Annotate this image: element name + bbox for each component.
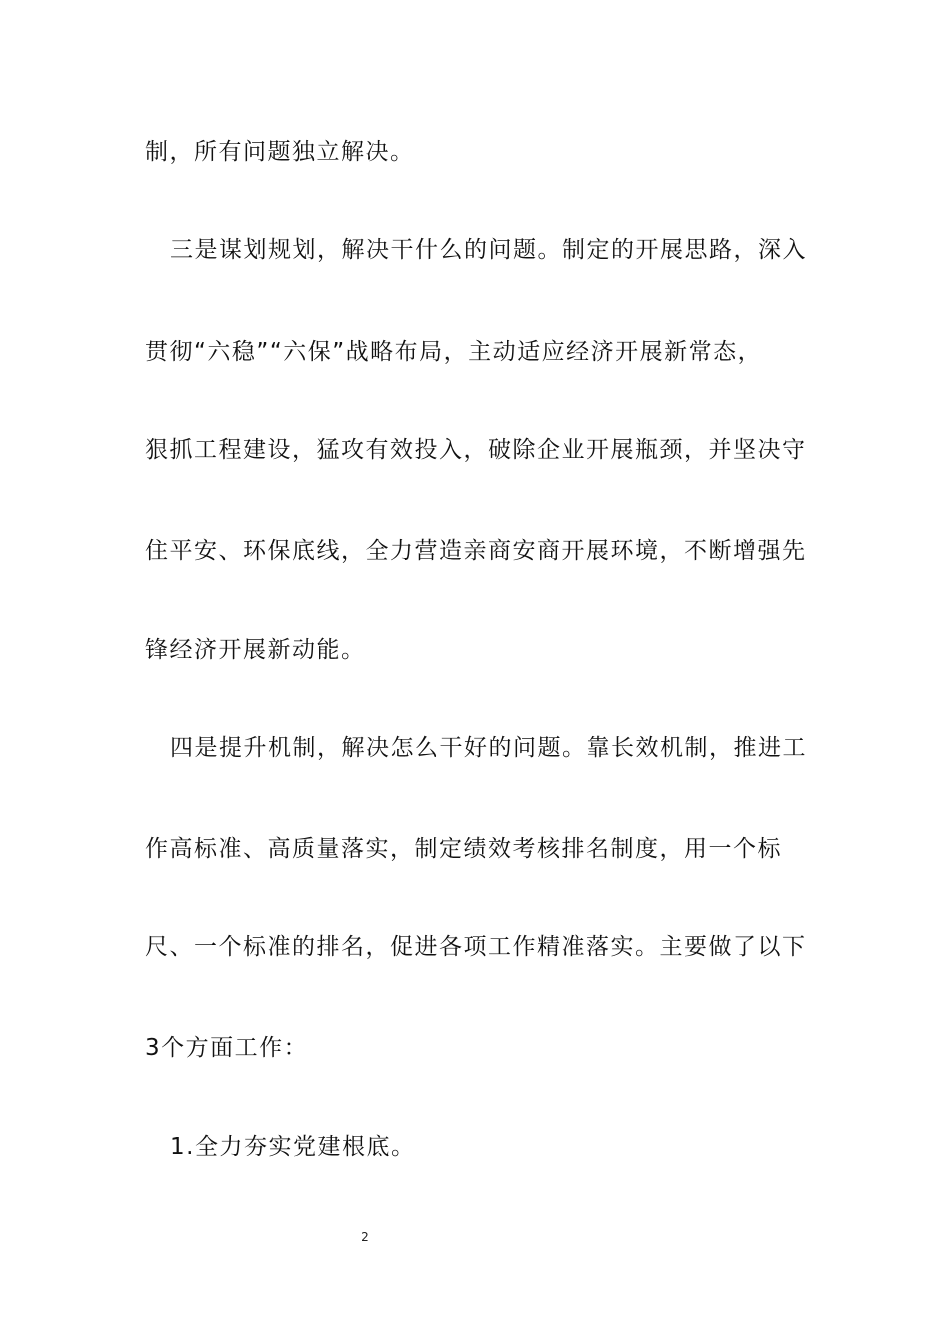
paragraph-line: 制，所有问题独立解决。	[145, 139, 415, 165]
paragraph-line: 狠抓工程建设，猛攻有效投入，破除企业开展瓶颈，并坚决守	[145, 437, 807, 463]
paragraph-line: 锋经济开展新动能。	[145, 637, 366, 663]
page-number: 2	[361, 1230, 369, 1244]
list-item: 1.全力夯实党建根底。	[170, 1134, 416, 1160]
paragraph-line: 贯彻“六稳”“六保”战略布局，主动适应经济开展新常态，	[145, 339, 763, 365]
paragraph-line: 尺、一个标准的排名，促进各项工作精准落实。主要做了以下	[145, 934, 807, 960]
paragraph-line: 四是提升机制，解决怎么干好的问题。靠长效机制，推进工	[170, 735, 807, 761]
paragraph-line: 三是谋划规划，解决干什么的问题。制定的开展思路，深入	[170, 237, 807, 263]
paragraph-line: 住平安、环保底线，全力营造亲商安商开展环境，不断增强先	[145, 538, 807, 564]
paragraph-line: 3个方面工作：	[145, 1035, 309, 1061]
paragraph-line: 作高标准、高质量落实，制定绩效考核排名制度，用一个标	[145, 836, 782, 862]
